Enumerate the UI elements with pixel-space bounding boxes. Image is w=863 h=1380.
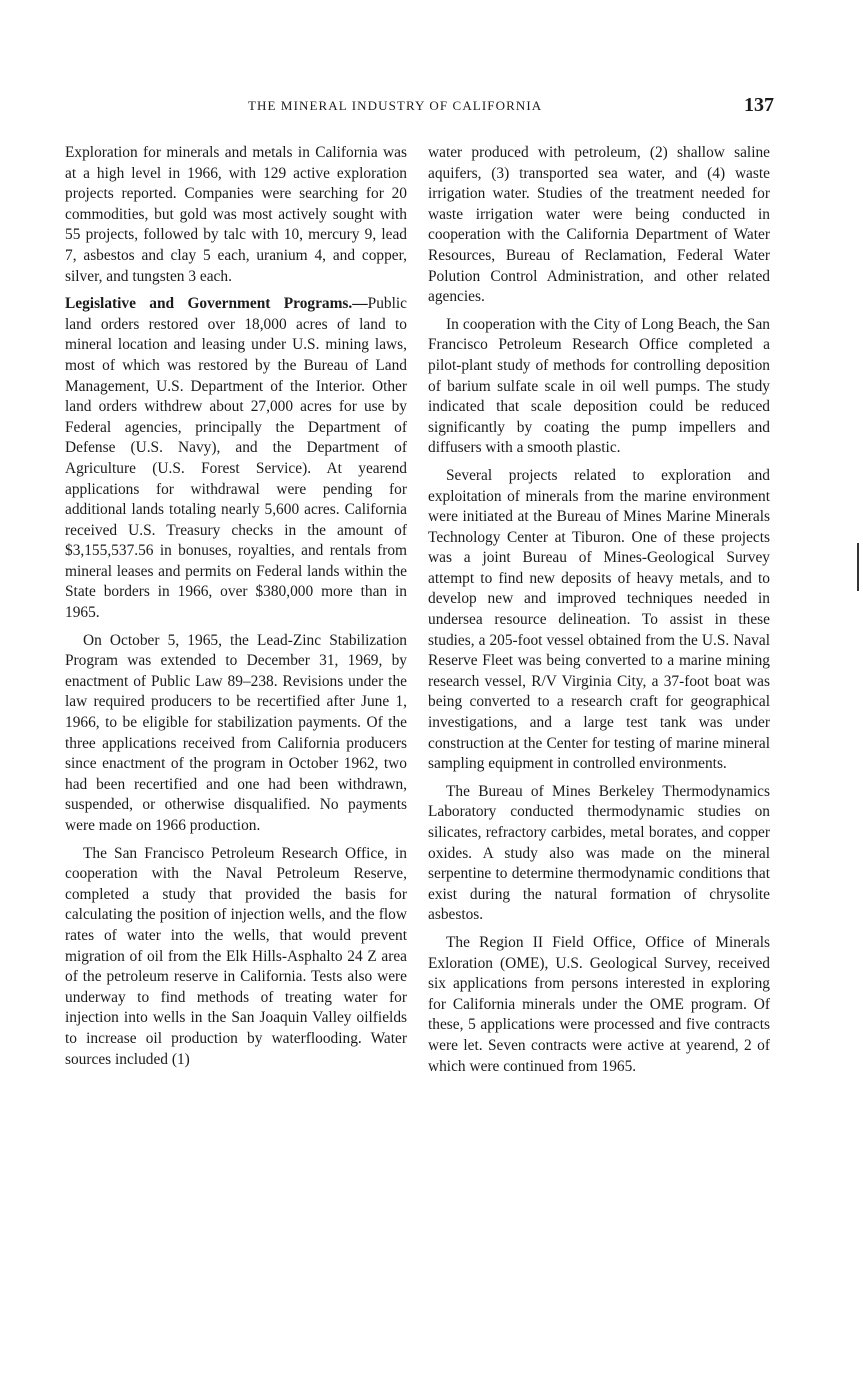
paragraph-long-beach: In cooperation with the City of Long Beach, the San Francisco Petroleum Research Office completed a pilot-plant study of methods for controlling deposition of barium sulfate scale in oil well pumps. The study indicated that scale deposition could be reduced significantly by coating the pump impellers and diffusers with a smooth plastic. xyxy=(428,315,770,457)
paragraph-region-ii: The Region II Field Office, Office of Minerals Exloration (OME), U.S. Geological Survey, received six applications from persons interested in exploring for California minerals under the OME program. Of these, 5 applications were processed and five contracts were let. Seven contracts were active at yearend, 2 of which were continued from 1965. xyxy=(428,933,770,1075)
page-number: 137 xyxy=(744,94,774,116)
paragraph-marine-projects: Several projects related to exploration and exploitation of minerals from the marine environment were initiated at the Bureau of Mines Marine Minerals Technology Center at Tiburon. One of these projects was a joint Bureau of Mines-Geological Survey attempt to find new deposits of heavy metals, and to develop new and improved techniques needed in undersea resource delineation. To assist in these studies, a 205-foot vessel obtained from the U.S. Naval Reserve Fleet was being converted to a marine mining research vessel, R/V Virginia City, a 37-foot boat was being converted to a research craft for geographical investigations, and a large test tank was under construction at the Center for testing of marine mineral sampling equipment in controlled environments. xyxy=(428,466,770,773)
paragraph-legislative xyxy=(65,294,407,624)
section-heading-legislative: Legislative and Government Programs.— xyxy=(65,295,368,313)
paragraph-legislative-body: Public land orders restored over 18,000 acres of land to mineral location and leasing under U.S. mining laws, most of which was restored by the Bureau of Land Management, U.S. Department of the Interior. Other land orders withdrew about 27,000 acres for use by Federal agencies, principally the Department of Defense (U.S. Navy), and the Department of Agriculture (U.S. Forest Service). At yearend applications for withdrawal were pending for additional lands totaling nearly 5,600 acres. California received U.S. Treasury checks in the amount of $3,155,537.56 in bonuses, royalties, and rentals from mineral leases and permits on Federal lands within the State borders in 1966, over $380,000 more than in 1965. xyxy=(65,295,407,622)
left-column xyxy=(65,143,407,1077)
paragraph-thermodynamics: The Bureau of Mines Berkeley Thermodynamics Laboratory conducted thermodynamic studies on silicates, refractory carbides, metal borates, and copper oxides. A study also was made on the mineral serpentine to determine thermodynamic conditions that exist during the natural formation of chrysolite asbestos. xyxy=(428,782,770,924)
paragraph-water-sources: water produced with petroleum, (2) shallow saline aquifers, (3) transported sea water, and (4) waste irrigation water. Studies of the treatment needed for waste irrigation water were being conducted in cooperation with the California Department of Water Resources, Bureau of Reclamation, Federal Water Polution Control Administration, and other related agencies. xyxy=(428,144,770,306)
paragraph-exploration: Exploration for minerals and metals in California was at a high level in 1966, with 129 active exploration projects reported. Companies were searching for 20 commodities, but gold was most actively sought with 55 projects, followed by talc with 10, mercury 9, lead 7, asbestos and clay 5 each, uranium 4, and copper, silver, and tungsten 3 each. xyxy=(65,144,407,285)
right-column xyxy=(428,143,770,1084)
paragraph-petroleum-research: The San Francisco Petroleum Research Office, in cooperation with the Naval Petroleum Reserve, completed a study that provided the basis for calculating the position of injection wells, and the flow rates of water into the wells, that would prevent migration of oil from the Elk Hills-Asphalto 24 Z area of the petroleum reserve in California. Tests also were underway to find methods of treating water for injection into wells in the San Joaquin Valley oilfields to increase oil production by waterflooding. Water sources included (1) xyxy=(65,844,407,1068)
margin-mark xyxy=(857,543,859,591)
running-title: THE MINERAL INDUSTRY OF CALIFORNIA xyxy=(248,98,543,113)
page-header xyxy=(0,96,863,120)
paragraph-lead-zinc: On October 5, 1965, the Lead-Zinc Stabilization Program was extended to December 31, 1969, by enactment of Public Law 89–238. Revisions under the law required producers to be recertified after June 1, 1966, to be eligible for stabilization payments. Of the three applications received from California producers since enactment of the program in October 1962, two had been recertified and one had been withdrawn, suspended, or otherwise disqualified. No payments were made on 1966 production. xyxy=(65,631,407,834)
